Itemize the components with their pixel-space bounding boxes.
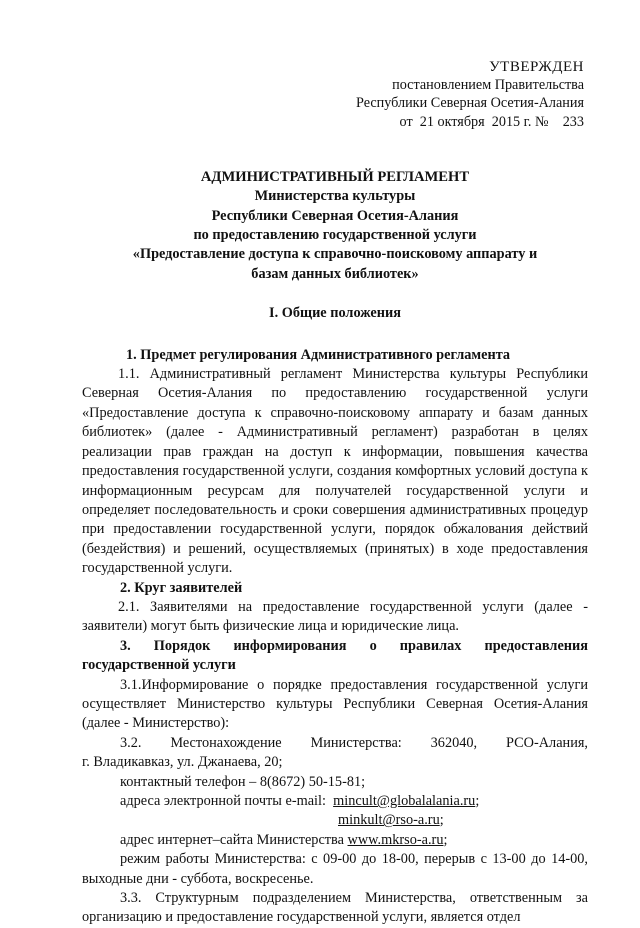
title-line-3: по предоставлению государственной услуги bbox=[193, 227, 477, 244]
subsection-2-heading: 2. Круг заявителей bbox=[120, 579, 243, 596]
subsection-1-heading: 1. Предмет регулирования Административного регламента bbox=[126, 346, 511, 363]
section-1-title: I. Общие положения bbox=[269, 305, 401, 322]
title-line-5: базам данных библиотек» bbox=[251, 265, 419, 282]
website-link[interactable]: www.mkrso-a.ru bbox=[347, 831, 444, 848]
working-hours: режим работы Министерства: с 09-00 до 18-00, перерыв с 13-00 до 14-00, выходные дни - суббота, воскресенье. bbox=[82, 851, 588, 887]
paragraph-2-1: 2.1. Заявителями на предоставление государственной услуги (далее - заявители) могут быть физические лица и юридические лица. bbox=[82, 598, 588, 635]
approval-line-1: постановлением Правительства bbox=[392, 77, 584, 94]
paragraph-1-1: 1.1. Административный регламент Министерства культуры Республики Северная Осетия-Алания по предоставлению государственной услуги «Предоставление доступа к справочно-поисковому аппарату и базам данных библиотек» (далее - Административный регламент) разработан в целях реализации прав граждан на доступ к информации, повышения качества предоставления государственной услуги, создания комфортных условий доступа к информационным ресурсам для получателей государственной услуги и определяет последовательность и сроки совершения административных процедур при предоставлении государственной услуги, порядок обжалования действий (бездействия) и решений, осуществляемых (принятых) в ходе предоставления государственной услуги. bbox=[82, 366, 588, 577]
phone-line: контактный телефон – 8(8672) 50-15-81; bbox=[120, 773, 366, 790]
email-line-2: minkult@rso-a.ru; bbox=[338, 812, 444, 829]
document-title bbox=[82, 168, 588, 284]
approval-stamp bbox=[82, 58, 584, 131]
subsection-3-heading: 3. Порядок информирования о правилах предоставления bbox=[120, 637, 588, 654]
approval-line-2: Республики Северная Осетия-Алания bbox=[355, 95, 584, 112]
title-line-2: Республики Северная Осетия-Алания bbox=[211, 207, 459, 224]
email-link-2[interactable]: minkult@rso-a.ru bbox=[338, 812, 440, 829]
paragraph-3-1: 3.1.Информирование о порядке предоставления государственной услуги осуществляет Министерство культуры Республики Северная Осетия-Алания (далее - Министерство): bbox=[82, 676, 588, 732]
title-line-4: «Предоставление доступа к справочно-поисковому аппарату и bbox=[132, 246, 538, 263]
email-link-1[interactable]: mincult@globalalania.ru bbox=[333, 793, 476, 809]
approval-line-3: от 21 октября 2015 г. № 233 bbox=[399, 113, 584, 130]
approval-heading: УТВЕРЖДЕН bbox=[489, 59, 584, 75]
email-line: адреса электронной почты e-mail: mincult@globalalania.ru; bbox=[120, 793, 480, 809]
title-main: АДМИНИСТРАТИВНЫЙ РЕГЛАМЕНТ bbox=[200, 168, 470, 185]
paragraph-3-3: 3.3. Структурным подразделением Министерства, ответственным за организацию и предоставление государственной услуги, является отдел bbox=[82, 890, 588, 926]
title-line-1: Министерства культуры bbox=[254, 188, 416, 205]
website-line: адрес интернет–сайта Министерства www.mkrso-a.ru; bbox=[120, 831, 448, 848]
subsection-3-heading-cont: государственной услуги bbox=[82, 657, 236, 674]
paragraph-3-2: 3.2. Местонахождение Министерства: 362040, РСО-Алания, bbox=[120, 734, 588, 751]
address-line: г. Владикавказ, ул. Джанаева, 20; bbox=[82, 754, 283, 771]
